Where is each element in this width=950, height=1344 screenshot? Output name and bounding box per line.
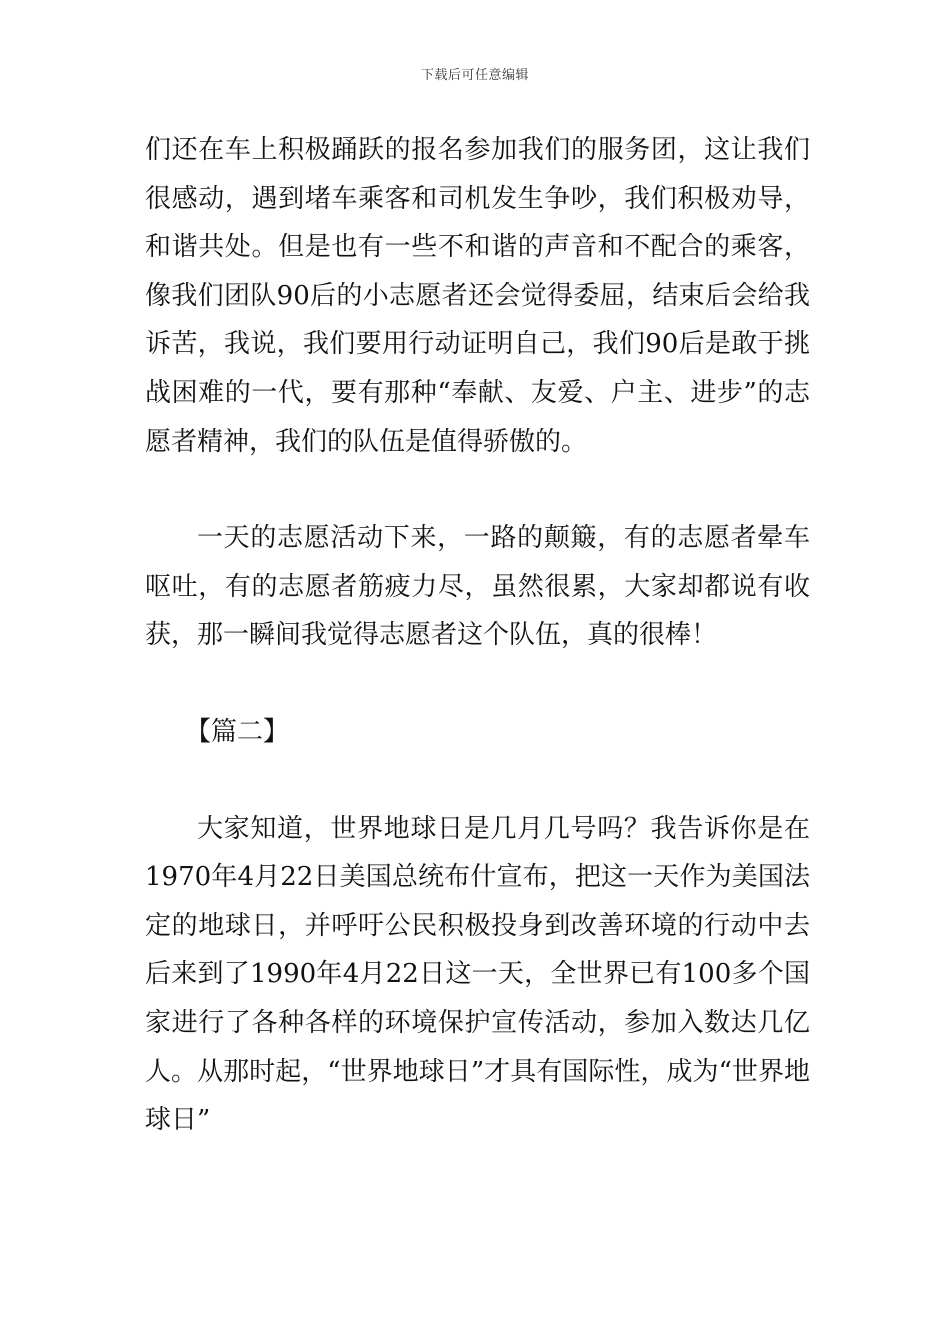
paragraph-gap [145, 757, 810, 805]
section-heading: 【篇二】 [185, 716, 290, 747]
paragraph-volunteer-summary: 一天的志愿活动下来，一路的颠簸，有的志愿者晕车呕吐，有的志愿者筋疲力尽，虽然很累，大家却都说有收获，那一瞬间我觉得志愿者这个队伍，真的很棒！ [145, 523, 810, 651]
paragraph-gap [145, 660, 810, 708]
paragraph-gap [145, 466, 810, 514]
page-header: 下载后可任意编辑 [420, 68, 529, 83]
paragraph-volunteer-service: 们还在车上积极踊跃的报名参加我们的服务团，这让我们很感动，遇到堵车乘客和司机发生争吵，我们积极劝导，和谐共处。但是也有一些不和谐的声音和不配合的乘客，像我们团队90后的小志愿者还会觉得委屈，结束后会给我诉苦，我说，我们要用行动证明自己，我们90后是敢于挑战困难的一代，要有那种“奉献、友爱、户主、进步”的志愿者精神，我们的队伍是值得骄傲的。 [145, 135, 810, 457]
document-body [145, 126, 810, 1145]
paragraph-earth-day: 大家知道，世界地球日是几月几号吗？我告诉你是在1970年4月22日美国总统布什宣布，把这一天作为美国法定的地球日，并呼吁公民积极投身到改善环境的行动中去后来到了1990年4月22日这一天，全世界已有100多个国家进行了各种各样的环境保护宣传活动，参加入数达几亿人。从那时起，“世界地球日”才具有国际性，成为“世界地球日” [145, 813, 810, 1136]
